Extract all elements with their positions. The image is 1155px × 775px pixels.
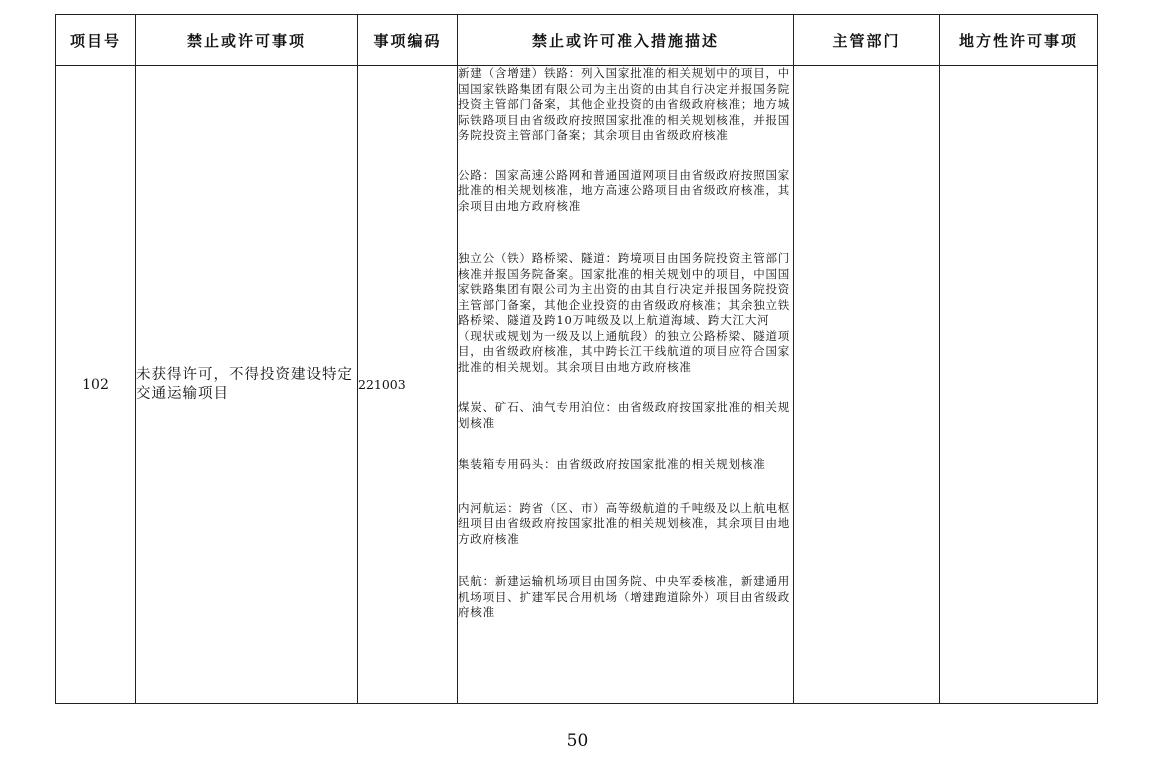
desc-container-terminal: 集装箱专用码头：由省级政府按国家批准的相关规划核准 <box>458 457 766 471</box>
header-code: 事项编码 <box>358 15 458 66</box>
header-department: 主管部门 <box>794 15 940 66</box>
table-row <box>56 66 1098 704</box>
permit-table <box>55 14 1098 704</box>
desc-railway: 新建（含增建）铁路：列入国家批准的相关规划中的项目，中国国家铁路集团有限公司为主出资的由其自行决定并报国务院投资主管部门备案，其他企业投资的由省级政府核准；地方城际铁路项目由省级政府按照国家批准的相关规划核准，并报国务院投资主管部门备案；其余项目由省级政府核准 <box>458 66 791 142</box>
cell-code: 221003 <box>358 66 458 704</box>
header-item-no: 项目号 <box>56 15 136 66</box>
cell-item-no: 102 <box>56 66 136 704</box>
desc-bridge-tunnel: 独立公（铁）路桥梁、隧道：跨境项目由国务院投资主管部门核准并报国务院备案。国家批准的相关规划中的项目，中国国家铁路集团有限公司为主出资的由其自行决定并报国务院投资主管部门备案，其他企业投资的由省级政府核准；其余独立铁路桥梁、隧道及跨10万吨级及以上航道海域、跨大江大河（现状或规划为一级及以上通航段）的独立公路桥梁、隧道项目，由省级政府核准，其中跨长江干线航道的项目应符合国家批准的相关规划。其余项目由地方政府核准 <box>458 251 791 374</box>
cell-description <box>458 66 794 704</box>
header-item: 禁止或许可事项 <box>136 15 358 66</box>
desc-civil-aviation: 民航：新建运输机场项目由国务院、中央军委核准，新建通用机场项目、扩建军民合用机场（增建跑道除外）项目由省级政府核准 <box>458 574 791 619</box>
desc-highway: 公路：国家高速公路网和普通国道网项目由省级政府按照国家批准的相关规划核准，地方高速公路项目由省级政府核准，其余项目由地方政府核准 <box>458 167 791 213</box>
desc-berth: 煤炭、矿石、油气专用泊位：由省级政府按国家批准的相关规划核准 <box>458 400 791 430</box>
cell-local-permit <box>940 66 1098 704</box>
cell-department <box>794 66 940 704</box>
page-number: 50 <box>566 731 589 751</box>
header-local-permit: 地方性许可事项 <box>940 15 1098 66</box>
header-row <box>56 15 1098 66</box>
cell-item: 未获得许可，不得投资建设特定交通运输项目 <box>136 66 358 704</box>
desc-inland-waterway: 内河航运：跨省（区、市）高等级航道的千吨级及以上航电枢纽项目由省级政府按国家批准的相关规划核准，其余项目由地方政府核准 <box>458 500 791 546</box>
header-description: 禁止或许可准入措施描述 <box>458 15 794 66</box>
